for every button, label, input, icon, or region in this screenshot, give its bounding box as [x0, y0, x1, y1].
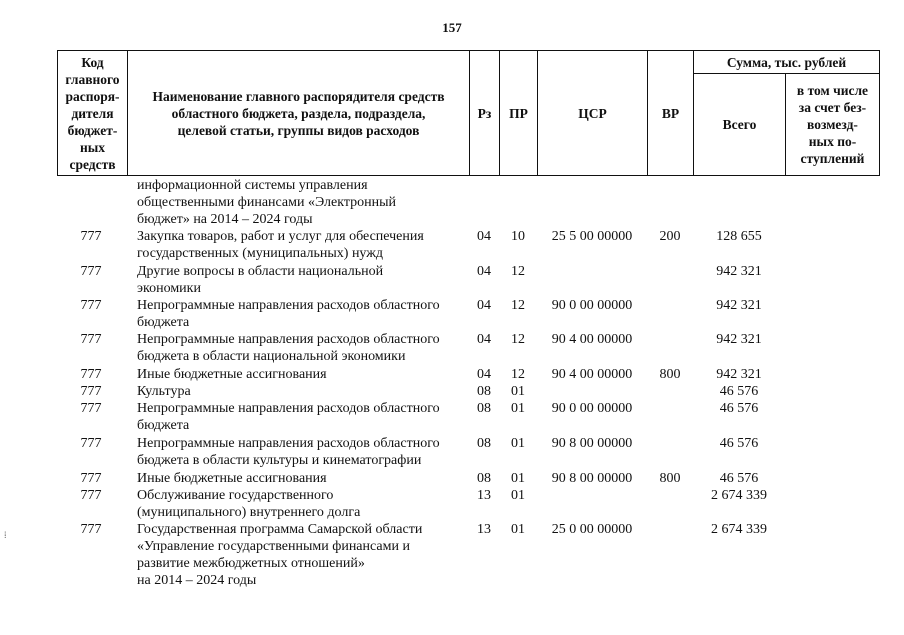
row-name-line: бюджета в области культуры и кинематографии [137, 453, 422, 468]
row-pr: 12 [511, 332, 525, 347]
row-code: 777 [80, 471, 102, 486]
header-code-line: ных [79, 139, 106, 155]
row-csr: 90 0 00 00000 [551, 298, 633, 313]
header-code-line: главного [65, 71, 120, 87]
row-name [137, 521, 472, 589]
header-total: Всего [693, 73, 786, 176]
row-code: 777 [80, 264, 102, 279]
row-total: 46 576 [719, 401, 759, 416]
row-name-line: общественными финансами «Электронный [137, 195, 397, 210]
row-name-line: государственных (муниципальных) нужд [137, 246, 384, 261]
header-code-line: распоря- [65, 88, 120, 104]
header-name-line: областного бюджета, раздела, подраздела, [171, 105, 426, 121]
row-total: 2 674 339 [711, 488, 767, 503]
header-grant-line: в том числе [796, 83, 869, 98]
row-name-line: Иные бюджетные ассигнования [137, 471, 327, 486]
row-code: 777 [80, 332, 102, 347]
row-csr: 90 0 00 00000 [551, 401, 633, 416]
row-name [137, 383, 472, 400]
row-rz: 04 [477, 298, 491, 313]
row-name [137, 228, 472, 262]
row-pr: 12 [511, 264, 525, 279]
row-rz: 13 [477, 488, 491, 503]
row-rz: 08 [477, 401, 491, 416]
row-name-line: Государственная программа Самарской области [137, 522, 423, 537]
row-pr: 01 [511, 436, 525, 451]
header-code-line: бюджет- [67, 122, 118, 138]
row-name [137, 263, 472, 297]
row-code: 777 [80, 384, 102, 399]
row-vr: 200 [659, 229, 681, 244]
row-pr: 12 [511, 298, 525, 313]
row-vr: 800 [659, 471, 681, 486]
row-name [137, 297, 472, 331]
row-name-line: «Управление государственными финансами и [137, 539, 410, 554]
row-name-line: Непрограммные направления расходов областного [137, 401, 440, 416]
header-pr: ПР [499, 50, 538, 176]
row-code: 777 [80, 401, 102, 416]
row-name-line: на 2014 – 2024 годы [137, 573, 257, 588]
row-name-line: Иные бюджетные ассигнования [137, 367, 327, 382]
row-name-line: бюджета [137, 418, 190, 433]
row-total: 942 321 [716, 367, 762, 382]
header-vr: ВР [647, 50, 694, 176]
row-total: 942 321 [716, 264, 762, 279]
row-vr: 800 [659, 367, 681, 382]
row-csr: 90 4 00 00000 [551, 332, 633, 347]
row-name [137, 487, 472, 521]
row-csr: 25 0 00 00000 [551, 522, 633, 537]
row-name-line: бюджета [137, 315, 190, 330]
row-csr: 90 8 00 00000 [551, 471, 633, 486]
header-grant-line: за счет без- [798, 100, 867, 115]
row-name-line: Обслуживание государственного [137, 488, 334, 503]
row-name-line: бюджет» на 2014 – 2024 годы [137, 212, 313, 227]
scan-artifact: ⁞ [4, 530, 7, 540]
row-pr: 01 [511, 401, 525, 416]
header-grant-line: возмезд- [807, 117, 858, 132]
row-name-line: Культура [137, 384, 191, 399]
row-name-line: Непрограммные направления расходов областного [137, 436, 440, 451]
row-name-line: Непрограммные направления расходов областного [137, 298, 440, 313]
row-rz: 04 [477, 332, 491, 347]
header-grant-line: ных по- [808, 134, 857, 149]
header-name-line: целевой статьи, группы видов расходов [177, 122, 420, 138]
header-code-line: средств [69, 156, 116, 172]
row-name-line: экономики [137, 281, 201, 296]
header-rz: Рз [469, 50, 500, 176]
row-code: 777 [80, 229, 102, 244]
row-name-line: Закупка товаров, работ и услуг для обеспечения [137, 229, 424, 244]
row-pr: 12 [511, 367, 525, 382]
row-rz: 04 [477, 264, 491, 279]
row-rz: 08 [477, 436, 491, 451]
row-name-line: Непрограммные направления расходов областного [137, 332, 440, 347]
row-pr: 01 [511, 488, 525, 503]
row-name [137, 435, 472, 469]
header-grant-line: ступлений [800, 151, 865, 166]
row-name [137, 177, 472, 228]
row-rz: 04 [477, 367, 491, 382]
row-csr: 90 4 00 00000 [551, 367, 633, 382]
header-code-line: Код [81, 54, 104, 70]
row-pr: 10 [511, 229, 525, 244]
row-name-line: (муниципального) внутреннего долга [137, 505, 361, 520]
row-pr: 01 [511, 522, 525, 537]
page-number: 157 [442, 20, 462, 35]
row-total: 46 576 [719, 384, 759, 399]
row-total: 942 321 [716, 332, 762, 347]
row-code: 777 [80, 488, 102, 503]
header-csr: ЦСР [537, 50, 648, 176]
row-name-line: информационной системы управления [137, 178, 368, 193]
row-total: 942 321 [716, 298, 762, 313]
row-code: 777 [80, 298, 102, 313]
row-pr: 01 [511, 384, 525, 399]
row-code: 777 [80, 522, 102, 537]
header-name-line: Наименование главного распорядителя средств [152, 88, 445, 104]
row-name-line: развитие межбюджетных отношений» [137, 556, 365, 571]
row-code: 777 [80, 436, 102, 451]
row-csr: 25 5 00 00000 [551, 229, 633, 244]
row-name [137, 470, 472, 487]
row-csr: 90 8 00 00000 [551, 436, 633, 451]
row-name [137, 400, 472, 434]
row-total: 2 674 339 [711, 522, 767, 537]
row-total: 46 576 [719, 471, 759, 486]
row-rz: 04 [477, 229, 491, 244]
row-name-line: Другие вопросы в области национальной [137, 264, 384, 279]
row-rz: 08 [477, 384, 491, 399]
row-total: 46 576 [719, 436, 759, 451]
row-name [137, 366, 472, 383]
header-code-line: дителя [71, 105, 114, 121]
row-name-line: бюджета в области национальной экономики [137, 349, 406, 364]
row-total: 128 655 [716, 229, 762, 244]
row-pr: 01 [511, 471, 525, 486]
row-rz: 08 [477, 471, 491, 486]
header-sum: Сумма, тыс. рублей [693, 50, 880, 74]
row-rz: 13 [477, 522, 491, 537]
row-name [137, 331, 472, 365]
row-code: 777 [80, 367, 102, 382]
